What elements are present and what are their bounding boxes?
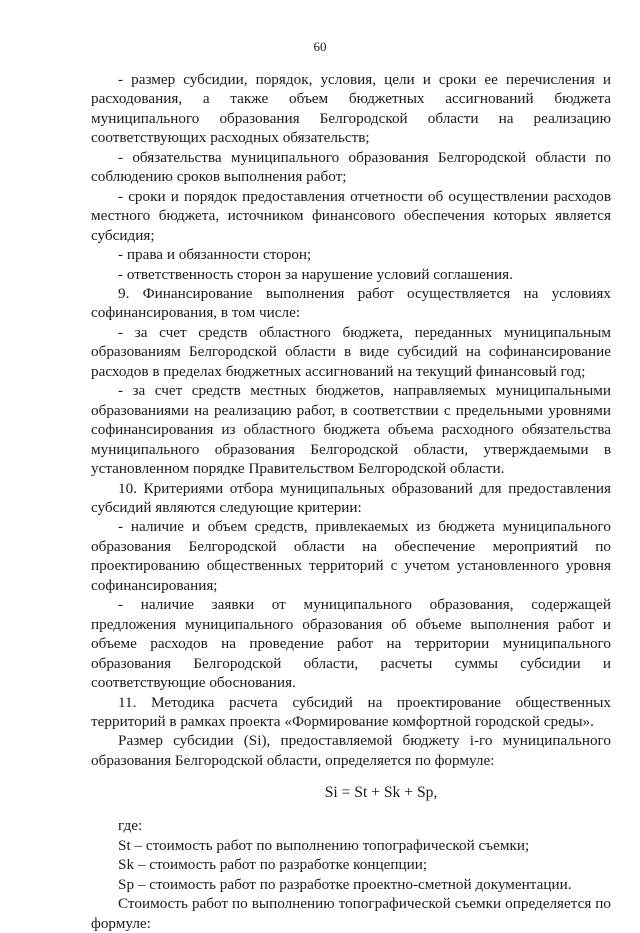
- paragraph-criterion-application: - наличие заявки от муниципального образования, содержащей предложения муниципального образования об объеме выполнения работ и объеме расходов на проведение работ на территории муниципального образования Белгородской области, расчеты суммы субсидии и соответствующие обоснования.: [91, 596, 611, 692]
- where-label: где:: [118, 817, 143, 835]
- paragraph-section-9: 9. Финансирование выполнения работ осуществляется на условиях софинансирования, в том числе:: [91, 284, 611, 322]
- paragraph-criterion-funds: - наличие и объем средств, привлекаемых из бюджета муниципального образования Белгородской области на обеспечение мероприятий по проектированию общественных территорий с учетом установленного уровня софинансирования;: [91, 518, 611, 594]
- paragraph-municipal-obligations: - обязательства муниципального образования Белгородской области по соблюдению сроков выполнения работ;: [91, 148, 611, 186]
- paragraph-responsibility: - ответственность сторон за нарушение условий соглашения.: [118, 265, 513, 283]
- paragraph-reporting-terms: - сроки и порядок предоставления отчетности об осуществлении расходов местного бюджета, источником финансового обеспечения которых является субсидия;: [91, 187, 611, 244]
- paragraph-local-budgets: - за счет средств местных бюджетов, направляемых муниципальными образованиями на реализацию работ, в соответствии с предельными уровнями софинансирования из областного бюджета объема расходного обязательства муниципального образования Белгородской области, утверждаемыми в установленном порядке Правительством Белгородской области.: [91, 382, 611, 478]
- page-number: 60: [313, 39, 327, 54]
- subsidy-formula: Si = St + Sk + Sp,: [324, 784, 438, 802]
- paragraph-rights-duties: - права и обязанности сторон;: [118, 246, 312, 264]
- definition-sp: Sp – стоимость работ по разработке проектно-сметной документации.: [118, 875, 572, 893]
- paragraph-subsidy-formula-intro: Размер субсидии (Si), предоставляемой бюджету i-го муниципального образования Белгородской области, определяется по формуле:: [91, 732, 611, 769]
- paragraph-subsidy-terms: - размер субсидии, порядок, условия, цели и сроки ее перечисления и расходования, а также объем бюджетных ассигнований бюджета муниципального образования Белгородской области на реализацию соответствующих расходных обязательств;: [91, 71, 611, 147]
- paragraph-regional-budget: - за счет средств областного бюджета, переданных муниципальным образованиям Белгородской области в виде субсидий на софинансирование расходов в пределах бюджетных ассигнований на текущий финансовый год;: [91, 323, 611, 380]
- document-body: [91, 70, 611, 933]
- paragraph-section-10: 10. Критериями отбора муниципальных образований для предоставления субсидий являются следующие критерии:: [91, 479, 611, 516]
- paragraph-survey-cost-intro: Стоимость работ по выполнению топографической съемки определяется по формуле:: [91, 895, 611, 932]
- definition-st: St – стоимость работ по выполнению топографической съемки;: [118, 836, 530, 854]
- paragraph-section-11: 11. Методика расчета субсидий на проектирование общественных территорий в рамках проекта «Формирование комфортной городской среды».: [91, 693, 611, 730]
- definition-sk: Sk – стоимость работ по разработке концепции;: [118, 856, 428, 874]
